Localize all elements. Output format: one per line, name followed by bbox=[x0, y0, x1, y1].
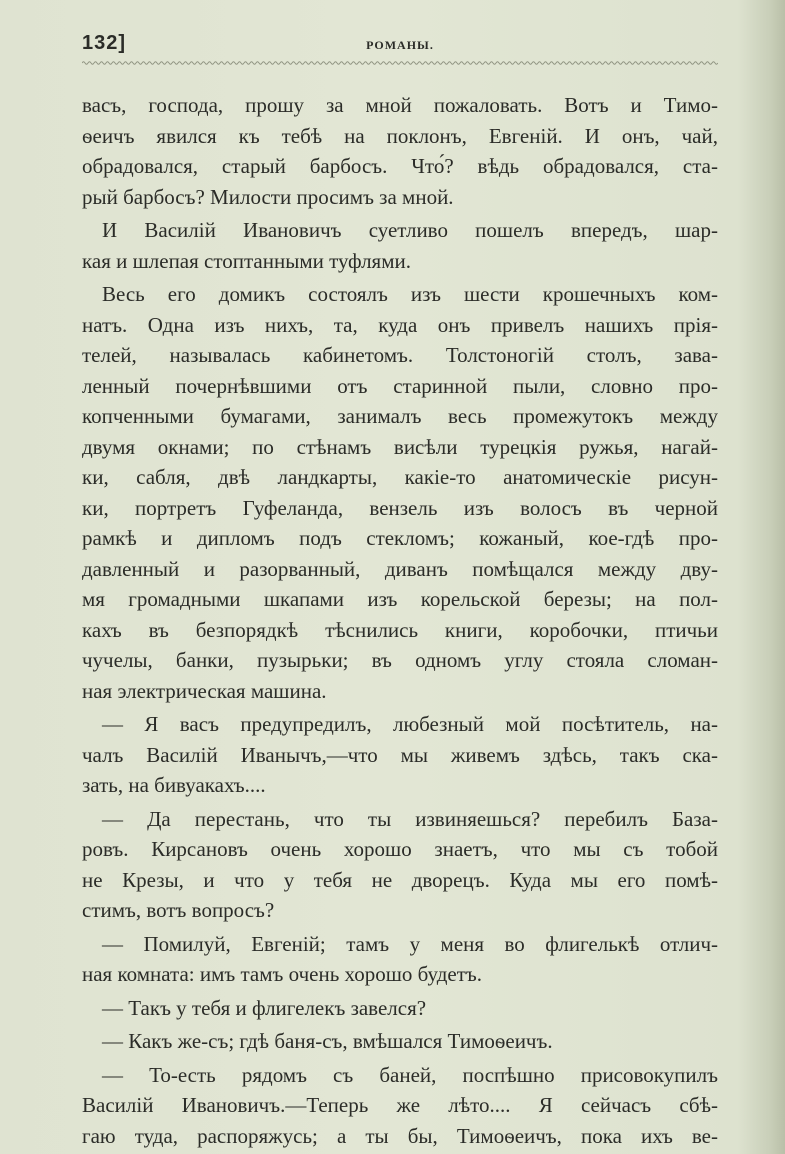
text-line: ленный почернѣвшими отъ старинной пыли, словно про- bbox=[82, 373, 718, 398]
text-line: — Помилуй, Евгеній; тамъ у меня во флигелькѣ отлич- bbox=[102, 931, 718, 956]
text-line: кахъ въ безпорядкѣ тѣснились книги, коробочки, птичьи bbox=[82, 617, 718, 642]
paragraph bbox=[82, 279, 718, 706]
paragraph bbox=[82, 804, 718, 926]
text-line: стимъ, вотъ вопросъ? bbox=[82, 898, 275, 922]
text-line: — Какъ же-съ; гдѣ баня-съ, вмѣшался Тимоѳеичъ. bbox=[102, 1029, 553, 1053]
text-line: ки, портретъ Гуфеланда, вензель изъ волосъ въ черной bbox=[82, 495, 718, 520]
paragraph bbox=[82, 993, 718, 1024]
text-line: телей, называлась кабинетомъ. Толстоногій столъ, зава- bbox=[82, 343, 718, 367]
body-text bbox=[82, 90, 718, 1154]
text-line: рамкѣ и дипломъ подъ стекломъ; кожаный, кое-гдѣ про- bbox=[82, 526, 718, 550]
text-line: чучелы, банки, пузырьки; въ одномъ углу стояла сломан- bbox=[82, 648, 718, 672]
paragraph bbox=[82, 215, 718, 276]
text-line: ки, сабля, двѣ ландкарты, какіе-то анатомическіе рисун- bbox=[82, 465, 718, 489]
text-line: обрадовался, старый барбосъ. Что́? вѣдь обрадовался, ста- bbox=[82, 154, 718, 178]
text-line: чалъ Василій Иванычъ,—что мы живемъ здѣсь, такъ ска- bbox=[82, 742, 718, 767]
paragraph bbox=[82, 1060, 718, 1152]
text-line: ровъ. Кирсановъ очень хорошо знаетъ, что мы съ тобой bbox=[82, 837, 718, 861]
text-line: — Такъ у тебя и флигелекъ завелся? bbox=[102, 995, 427, 1020]
page-number: 132] bbox=[82, 32, 127, 54]
text-line: мя громадными шкапами изъ корельской березы; на пол- bbox=[82, 587, 718, 611]
text-line: рый барбосъ? Милости просимъ за мной. bbox=[82, 184, 454, 209]
paragraph bbox=[82, 709, 718, 801]
text-line: И Василій Ивановичъ суетливо пошелъ впередъ, шар- bbox=[102, 218, 718, 242]
text-line: ная комната: имъ тамъ очень хорошо будетъ. bbox=[82, 962, 483, 986]
text-line: копченными бумагами, занималъ весь промежутокъ между bbox=[82, 404, 718, 428]
text-line: зать, на бивуакахъ.... bbox=[82, 773, 266, 797]
text-line: — Я васъ предупредилъ, любезный мой посѣтитель, на- bbox=[102, 712, 718, 736]
wavy-rule bbox=[82, 60, 718, 66]
text-line: васъ, господа, прошу за мной пожаловать. Вотъ и Тимо- bbox=[82, 93, 718, 117]
text-line: не Крезы, и что у тебя не дворецъ. Куда мы его помѣ- bbox=[82, 867, 718, 892]
text-line: — Да перестань, что ты извиняешься? перебилъ База- bbox=[102, 806, 718, 831]
text-line: натъ. Одна изъ нихъ, та, куда онъ привелъ нашихъ прія- bbox=[82, 312, 718, 337]
running-title: РОМАНЫ. bbox=[366, 38, 434, 52]
text-line: — То-есть рядомъ съ баней, поспѣшно присовокупилъ bbox=[102, 1062, 718, 1087]
text-line: Весь его домикъ состоялъ изъ шести крошечныхъ ком- bbox=[102, 282, 718, 306]
paragraph bbox=[82, 90, 718, 212]
paragraph bbox=[82, 929, 718, 990]
text-line: ѳеичъ явился къ тебѣ на поклонъ, Евгеній. И онъ, чай, bbox=[82, 123, 718, 148]
text-line: гаю туда, распоряжусь; а ты бы, Тимоѳеичъ, пока ихъ ве- bbox=[82, 1123, 718, 1148]
text-line: двумя окнами; по стѣнамъ висѣли турецкія ружья, нагай- bbox=[82, 434, 718, 459]
page-header bbox=[82, 30, 718, 60]
text-line: давленный и разорванный, диванъ помѣщался между дву- bbox=[82, 556, 718, 581]
text-line: кая и шлепая стоптанными туфлями. bbox=[82, 248, 411, 273]
text-line: ная электрическая машина. bbox=[82, 678, 327, 703]
paragraph bbox=[82, 1026, 718, 1057]
text-line: Василій Ивановичъ.—Теперь же лѣто.... Я сейчасъ сбѣ- bbox=[82, 1093, 718, 1117]
